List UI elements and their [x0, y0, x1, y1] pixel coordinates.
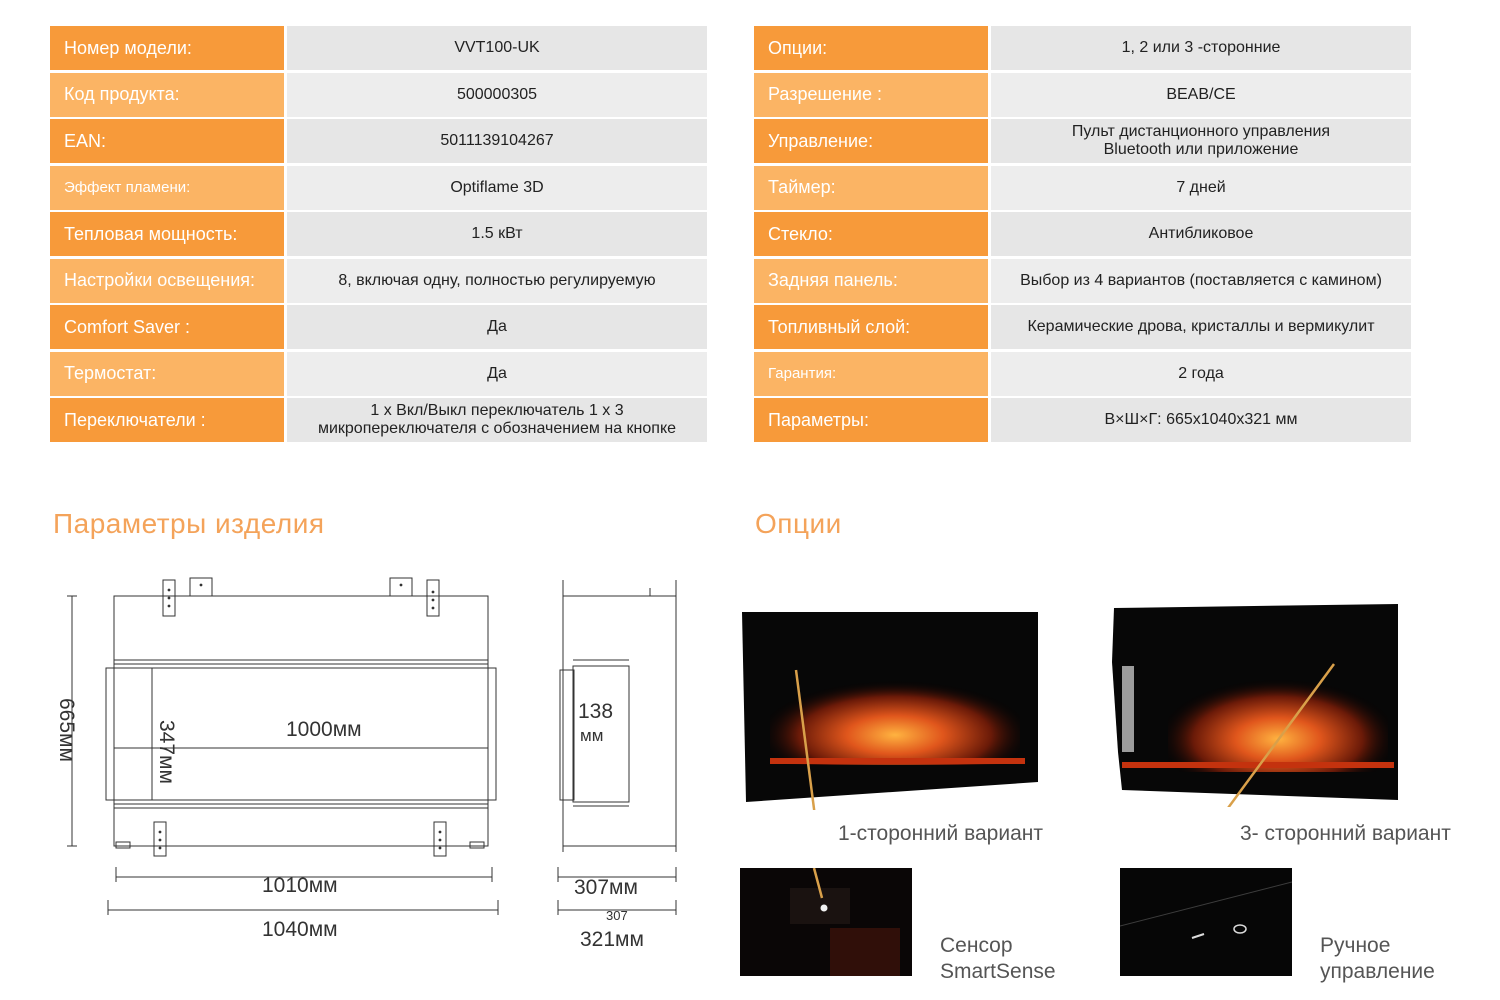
- spec-value: 1, 2 или 3 -сторонние: [991, 26, 1411, 70]
- spec-value: 8, включая одну, полностью регулируемую: [287, 259, 707, 303]
- spec-value: Керамические дрова, кристаллы и вермикулит: [991, 305, 1411, 349]
- spec-value: 5011139104267: [287, 119, 707, 163]
- spec-label: Стекло:: [754, 212, 988, 256]
- one-sided-caption: 1-сторонний вариант: [838, 822, 1043, 845]
- dim-depth-307-small: 307: [606, 908, 628, 923]
- drawing-lines: [50, 570, 700, 990]
- smartsense-label-line2: SmartSense: [940, 960, 1056, 983]
- spec-row-dimensions: [754, 398, 1411, 442]
- manual-label-line2: управление: [1320, 960, 1435, 983]
- spec-table-left: [50, 26, 707, 445]
- spec-value: Optiflame 3D: [287, 166, 707, 210]
- dim-height: 665мм: [55, 698, 78, 762]
- spec-row-fuel-bed: [754, 305, 1411, 349]
- spec-label: Код продукта:: [50, 73, 284, 117]
- spec-label: Comfort Saver :: [50, 305, 284, 349]
- options-title: Опции: [755, 508, 842, 539]
- spec-label: Разрешение :: [754, 73, 988, 117]
- dimension-drawing: [50, 570, 700, 990]
- spec-row-switches: [50, 398, 707, 442]
- spec-label: Задняя панель:: [754, 259, 988, 303]
- spec-row-control: [754, 119, 1411, 163]
- dim-side-138-unit: мм: [580, 726, 604, 745]
- spec-row-warranty: [754, 352, 1411, 396]
- spec-label: Опции:: [754, 26, 988, 70]
- spec-value: В×Ш×Г: 665x1040x321 мм: [991, 398, 1411, 442]
- spec-value: Антибликовое: [991, 212, 1411, 256]
- dim-width-1040: 1040мм: [262, 918, 338, 941]
- spec-label: Термостат:: [50, 352, 284, 396]
- spec-value: 1 x Вкл/Выкл переключатель 1 x 3 микропереключателя с обозначением на кнопке: [287, 398, 707, 442]
- spec-row-glass: [754, 212, 1411, 256]
- spec-value: Да: [287, 305, 707, 349]
- spec-row-flame-effect: [50, 166, 707, 210]
- spec-row-lighting: [50, 259, 707, 303]
- manual-label-line1: Ручное: [1320, 934, 1391, 957]
- spec-row-model: [50, 26, 707, 70]
- dim-inner-height: 347мм: [155, 720, 178, 784]
- dim-width-1010: 1010мм: [262, 874, 338, 897]
- spec-row-timer: [754, 166, 1411, 210]
- three-sided-caption: 3- сторонний вариант: [1240, 822, 1451, 845]
- spec-row-comfort-saver: [50, 305, 707, 349]
- spec-label: Параметры:: [754, 398, 988, 442]
- dim-depth-307: 307мм: [574, 876, 638, 899]
- three-sided-fireplace-image: [1108, 602, 1400, 807]
- spec-value: 500000305: [287, 73, 707, 117]
- spec-row-ean: [50, 119, 707, 163]
- spec-value: Пульт дистанционного управления Bluetooth или приложение: [991, 119, 1411, 163]
- dim-side-138: 138: [578, 700, 614, 723]
- spec-label: Переключатели :: [50, 398, 284, 442]
- spec-row-back-panel: [754, 259, 1411, 303]
- spec-label: Эффект пламени:: [50, 166, 284, 210]
- spec-value: 7 дней: [991, 166, 1411, 210]
- spec-label: Настройки освещения:: [50, 259, 284, 303]
- spec-label: Топливный слой:: [754, 305, 988, 349]
- dimensions-title: Параметры изделия: [53, 508, 325, 539]
- spec-value: BEAB/CE: [991, 73, 1411, 117]
- spec-table-right: [754, 26, 1411, 445]
- one-sided-fireplace-image: [740, 610, 1040, 810]
- smartsense-label: [940, 933, 1056, 985]
- spec-label: Гарантия:: [754, 352, 988, 396]
- spec-label: EAN:: [50, 119, 284, 163]
- manual-control-label: [1320, 933, 1435, 985]
- spec-label: Таймер:: [754, 166, 988, 210]
- spec-value: Выбор из 4 вариантов (поставляется с камином): [991, 259, 1411, 303]
- smartsense-label-line1: Сенсор: [940, 934, 1013, 957]
- spec-label: Управление:: [754, 119, 988, 163]
- spec-row-approval: [754, 73, 1411, 117]
- spec-label: Тепловая мощность:: [50, 212, 284, 256]
- spec-value: Да: [287, 352, 707, 396]
- spec-value: 1.5 кВт: [287, 212, 707, 256]
- spec-row-options: [754, 26, 1411, 70]
- smartsense-detail-image: [740, 868, 912, 976]
- spec-value: 2 года: [991, 352, 1411, 396]
- dim-inner-width: 1000мм: [286, 718, 362, 741]
- spec-row-product-code: [50, 73, 707, 117]
- dim-depth-321: 321мм: [580, 928, 644, 951]
- spec-value: VVT100-UK: [287, 26, 707, 70]
- spec-row-thermostat: [50, 352, 707, 396]
- manual-control-detail-image: [1120, 868, 1292, 976]
- spec-row-heat-output: [50, 212, 707, 256]
- spec-label: Номер модели:: [50, 26, 284, 70]
